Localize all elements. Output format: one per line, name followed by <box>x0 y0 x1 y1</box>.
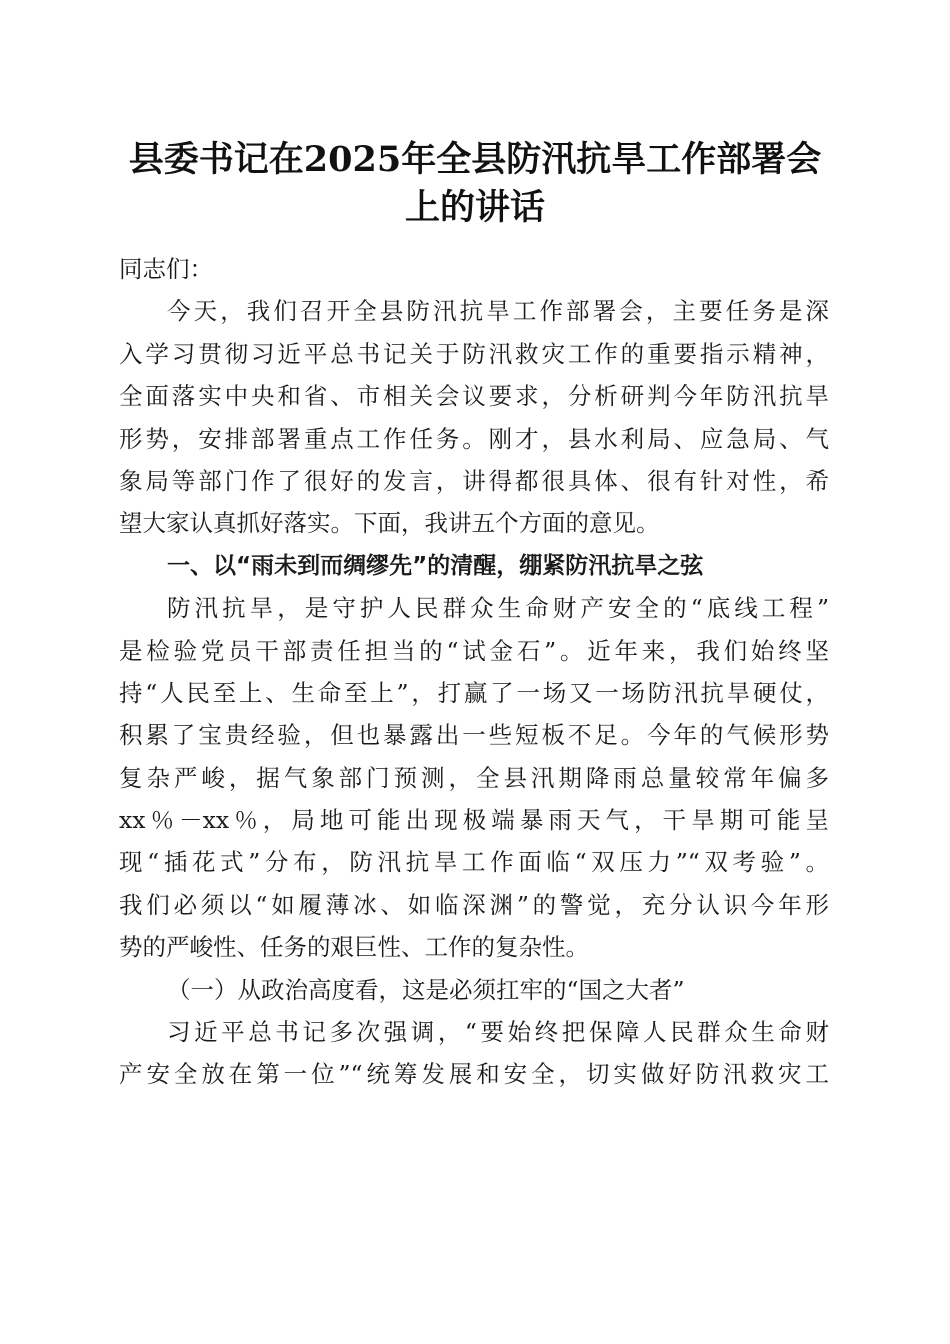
document-title-line-2: 上的讲话 <box>404 187 545 228</box>
paragraph-line: 防汛抗旱，是守护人民群众生命财产安全的“底线工程” <box>167 594 829 623</box>
subsection-heading-1: （一）从政治高度看，这是必须扛牢的“国之大者” <box>167 975 685 1004</box>
salutation: 同志们： <box>119 255 213 283</box>
paragraph-line: 是检验党员干部责任担当的“试金石”。近年来，我们始终坚 <box>119 636 829 665</box>
document-body <box>119 248 829 1096</box>
paragraph-line: 现“插花式”分布，防汛抗旱工作面临“双压力”“双考验”。 <box>119 848 829 877</box>
document-title-line-1: 县委书记在2025年全县防汛抗旱工作部署会 <box>128 139 822 180</box>
paragraph-line: 习近平总书记多次强调，“要始终把保障人民群众生命财 <box>167 1018 829 1047</box>
paragraph-line: 象局等部门作了很好的发言，讲得都很具体、很有针对性，希 <box>119 466 829 495</box>
paragraph-line: xx％－xx％，局地可能出现极端暴雨天气，干旱期可能呈 <box>119 806 829 835</box>
paragraph-line: 全面落实中央和省、市相关会议要求，分析研判今年防汛抗旱 <box>119 382 829 411</box>
paragraph-line: 复杂严峻，据气象部门预测，全县汛期降雨总量较常年偏多 <box>119 763 829 792</box>
paragraph-line: 势的严峻性、任务的艰巨性、工作的复杂性。 <box>119 933 589 962</box>
paragraph-line: 今天，我们召开全县防汛抗旱工作部署会，主要任务是深 <box>167 297 829 326</box>
paragraph-opening <box>119 290 829 544</box>
paragraph-line: 望大家认真抓好落实。下面，我讲五个方面的意见。 <box>119 509 660 538</box>
paragraph-line: 我们必须以“如履薄冰、如临深渊”的警觉，充分认识今年形 <box>119 890 829 919</box>
paragraph-section-1 <box>119 587 829 969</box>
paragraph-line: 积累了宝贵经验，但也暴露出一些短板不足。今年的气候形势 <box>119 721 829 750</box>
paragraph-line: 持“人民至上、生命至上”，打赢了一场又一场防汛抗旱硬仗， <box>119 678 829 707</box>
paragraph-line: 产安全放在第一位”“统筹发展和安全，切实做好防汛救灾工 <box>119 1060 829 1089</box>
section-heading-1: 一、以“雨未到而绸缪先”的清醒，绷紧防汛抗旱之弦 <box>167 552 704 579</box>
paragraph-line: 入学习贯彻习近平总书记关于防汛救灾工作的重要指示精神， <box>119 339 829 368</box>
paragraph-line: 形势，安排部署重点工作任务。刚才，县水利局、应急局、气 <box>119 424 829 453</box>
paragraph-subsection-1 <box>119 1011 829 1096</box>
